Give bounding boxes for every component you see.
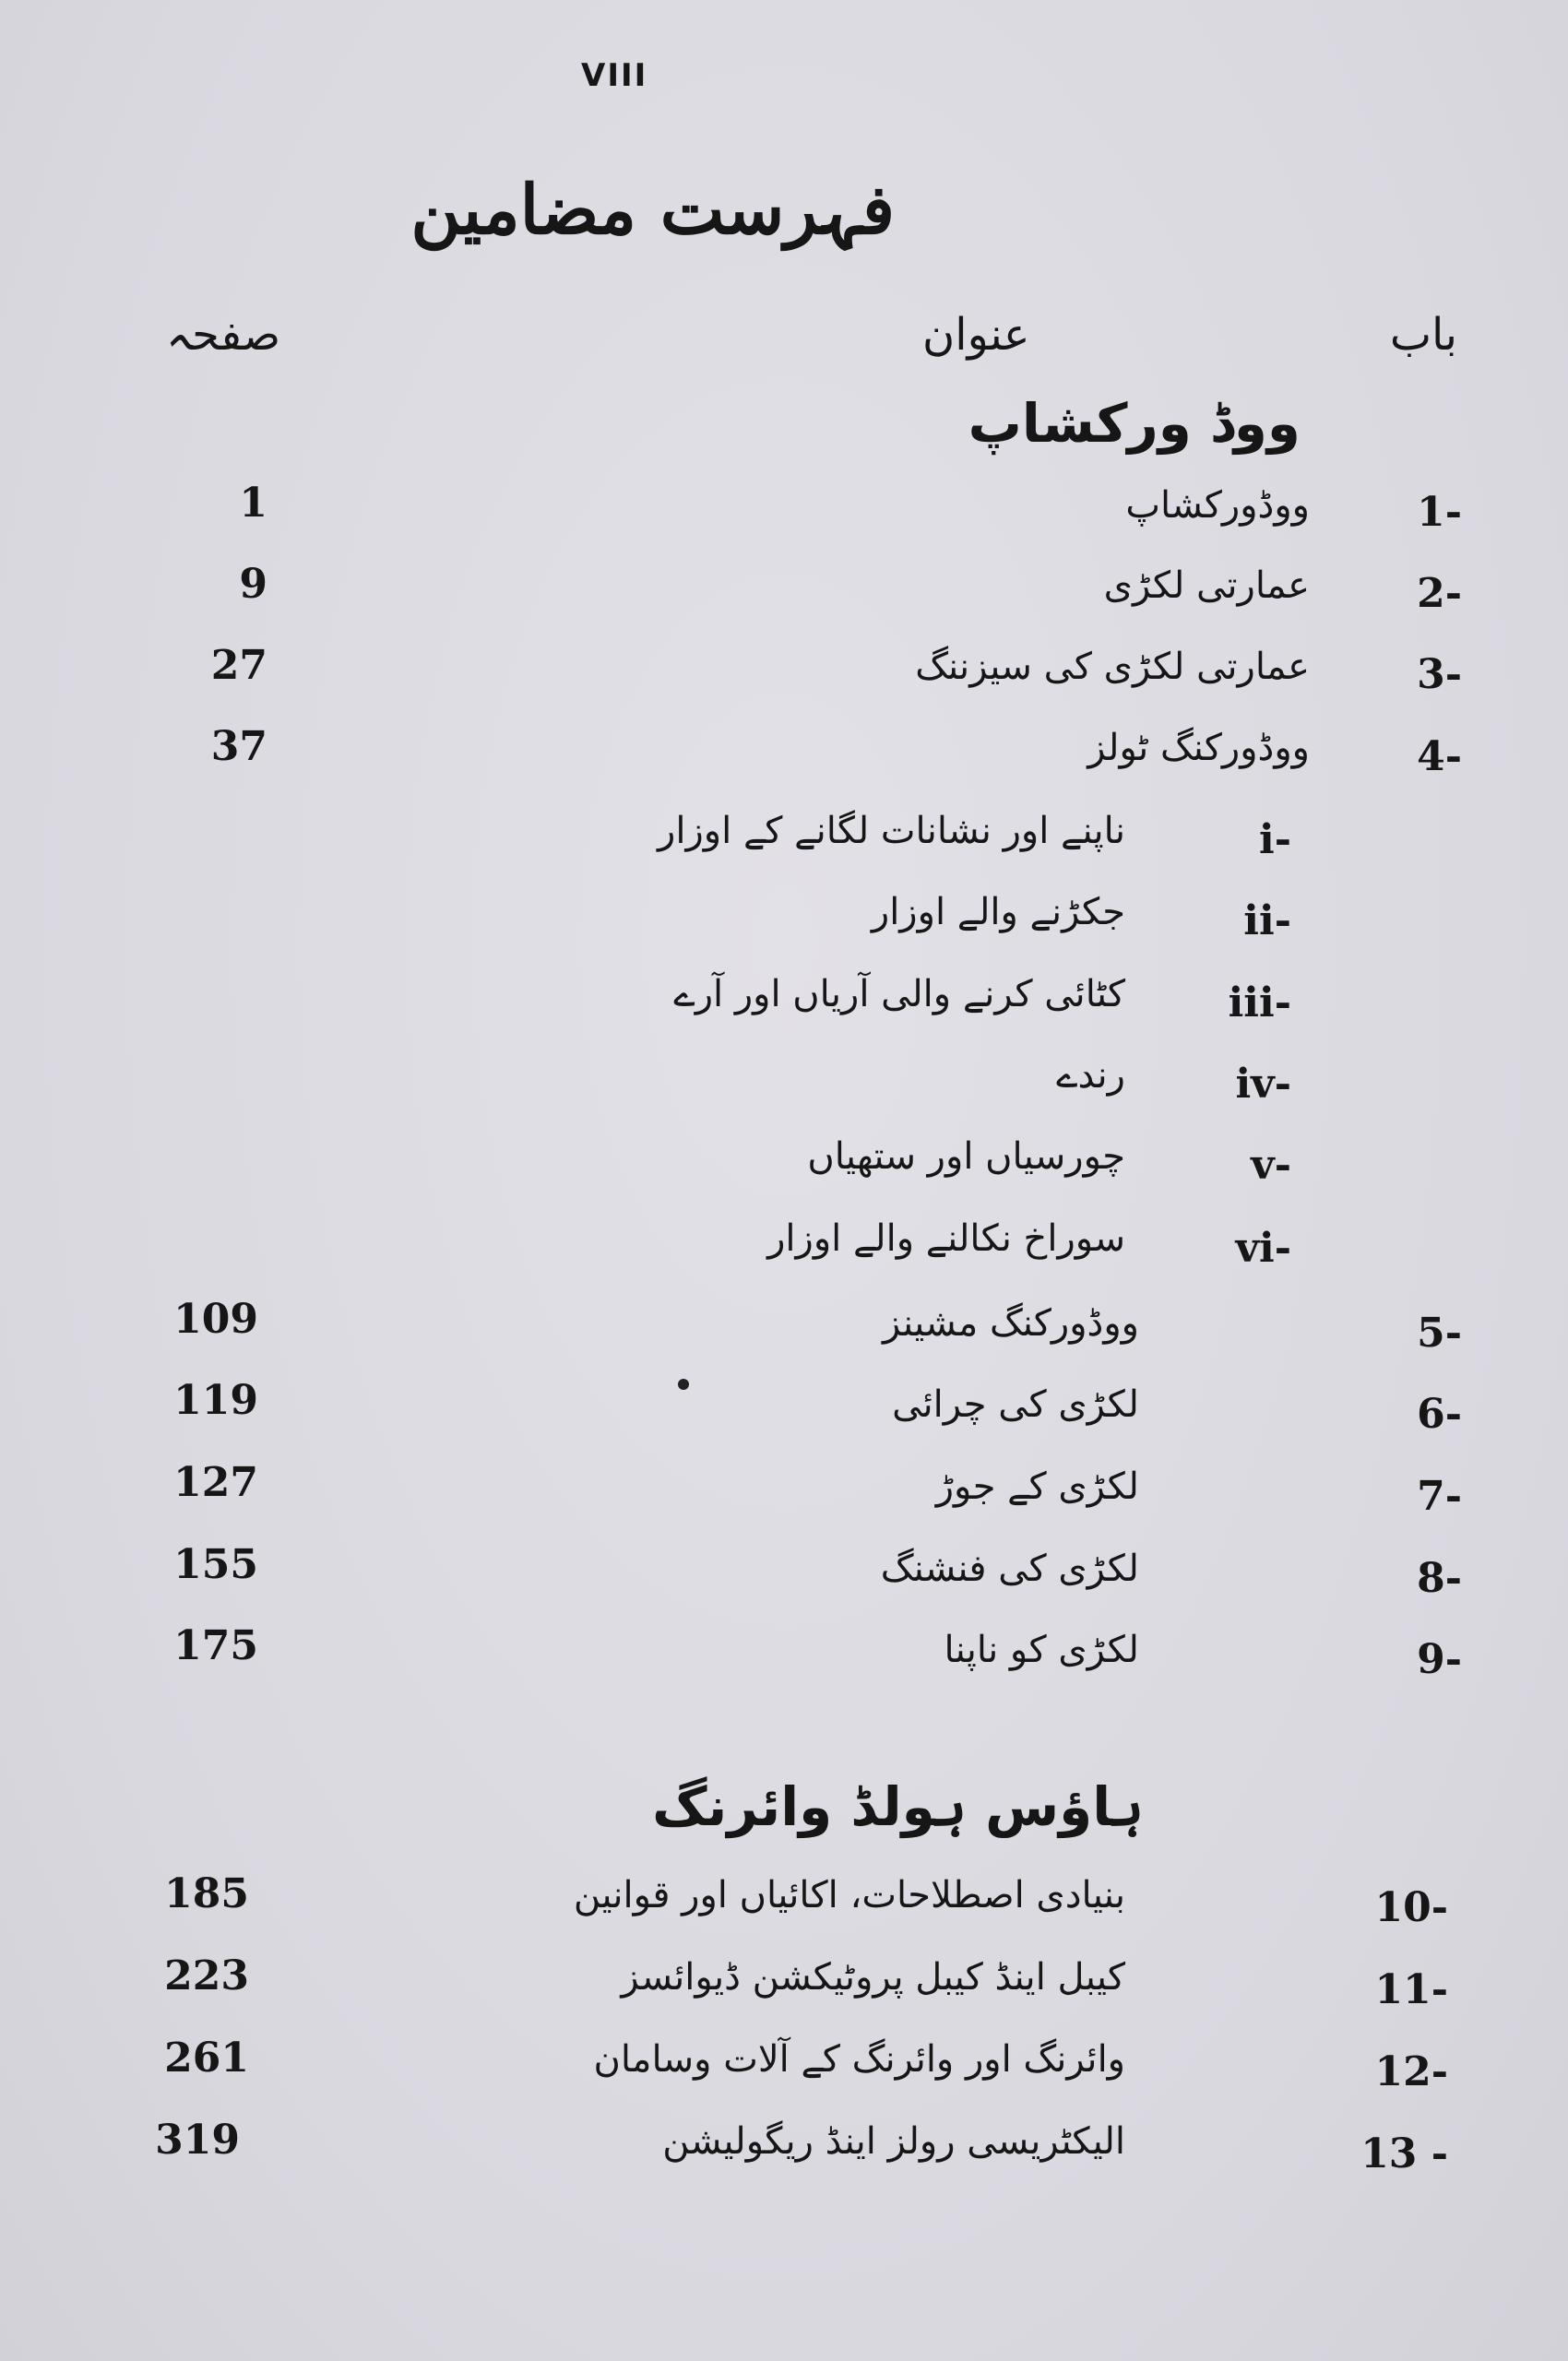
entry-number: 9-	[1417, 1636, 1462, 1683]
entry-number: 5-	[1417, 1310, 1462, 1357]
entry-title: وائرنگ اور وائرنگ کے آلات وسامان	[593, 2038, 1125, 2081]
subentry-number: i-	[1259, 816, 1291, 863]
entry-number: 7-	[1417, 1473, 1462, 1520]
entry-number: 1-	[1417, 489, 1462, 536]
entry-page: 109	[173, 1296, 258, 1343]
entry-title: ووڈورکنگ ٹولز	[1087, 727, 1310, 769]
entry-page: 1	[239, 480, 267, 527]
entry-number: 8-	[1417, 1555, 1462, 1602]
subentry-title: جکڑنے والے اوزار	[871, 891, 1125, 933]
entry-number: 3-	[1417, 651, 1462, 698]
entry-page: 119	[173, 1377, 258, 1424]
entry-title: لکڑی کو ناپنا	[944, 1629, 1139, 1671]
entry-page: 319	[155, 2117, 240, 2164]
subentry-number: iii-	[1228, 979, 1291, 1026]
entry-page: 127	[173, 1459, 258, 1506]
entry-page: 223	[164, 1952, 249, 1999]
entry-page: 155	[173, 1541, 258, 1588]
entry-number: 11-	[1374, 1966, 1448, 2013]
header-topic: عنوان	[922, 309, 1030, 361]
section-heading-woodworkshop: ووڈ ورکشاپ	[968, 392, 1301, 455]
entry-title: بنیادی اصطلاحات، اکائیاں اور قوانین	[573, 1874, 1125, 1916]
entry-page: 9	[239, 561, 267, 608]
entry-number: 10-	[1374, 1884, 1448, 1931]
subentry-title: رندے	[1056, 1054, 1125, 1097]
entry-page: 185	[164, 1870, 249, 1917]
entry-title: ووڈورکشاپ	[1125, 484, 1310, 527]
subentry-title: کٹائی کرنے والی آریاں اور آرے	[673, 973, 1125, 1015]
entry-title: ووڈورکنگ مشینز	[882, 1302, 1139, 1345]
section-heading-household-wiring: ہاؤس ہولڈ وائرنگ	[652, 1775, 1144, 1838]
entry-title: لکڑی کی چرائی	[892, 1383, 1139, 1426]
header-chapter: باب	[1389, 309, 1457, 361]
subentry-title: سوراخ نکالنے والے اوزار	[767, 1217, 1125, 1260]
entry-title: لکڑی کی فنشنگ	[880, 1548, 1139, 1590]
entry-title: عمارتی لکڑی کی سیزننگ	[915, 646, 1310, 688]
subentry-number: iv-	[1235, 1061, 1291, 1108]
page-title: فہرست مضامین	[410, 171, 895, 250]
subentry-number: v-	[1251, 1142, 1291, 1189]
entry-number: 4-	[1417, 733, 1462, 780]
entry-title: الیکٹریسی رولز اینڈ ریگولیشن	[662, 2120, 1125, 2163]
entry-page: 27	[210, 642, 267, 689]
entry-title: کیبل اینڈ کیبل پروٹیکشن ڈیوائسز	[621, 1956, 1125, 1999]
entry-number: 12-	[1374, 2048, 1448, 2095]
subentry-title: چورسیاں اور ستھیاں	[807, 1135, 1125, 1178]
page-number: VIII	[581, 57, 648, 94]
entry-title: عمارتی لکڑی	[1103, 564, 1310, 607]
subentry-number: vi-	[1235, 1225, 1291, 1272]
entry-page: 175	[173, 1622, 258, 1669]
subentry-number: ii-	[1243, 897, 1291, 944]
subentry-title: ناپنے اور نشانات لگانے کے اوزار	[658, 810, 1125, 852]
entry-number: 6-	[1417, 1391, 1462, 1438]
stray-dot	[678, 1379, 689, 1390]
header-page: صفحہ	[166, 309, 281, 361]
entry-title: لکڑی کے جوڑ	[935, 1465, 1139, 1508]
entry-number: 13 -	[1360, 2130, 1448, 2177]
entry-page: 261	[164, 2035, 249, 2082]
entry-page: 37	[210, 723, 267, 770]
entry-number: 2-	[1417, 570, 1462, 617]
